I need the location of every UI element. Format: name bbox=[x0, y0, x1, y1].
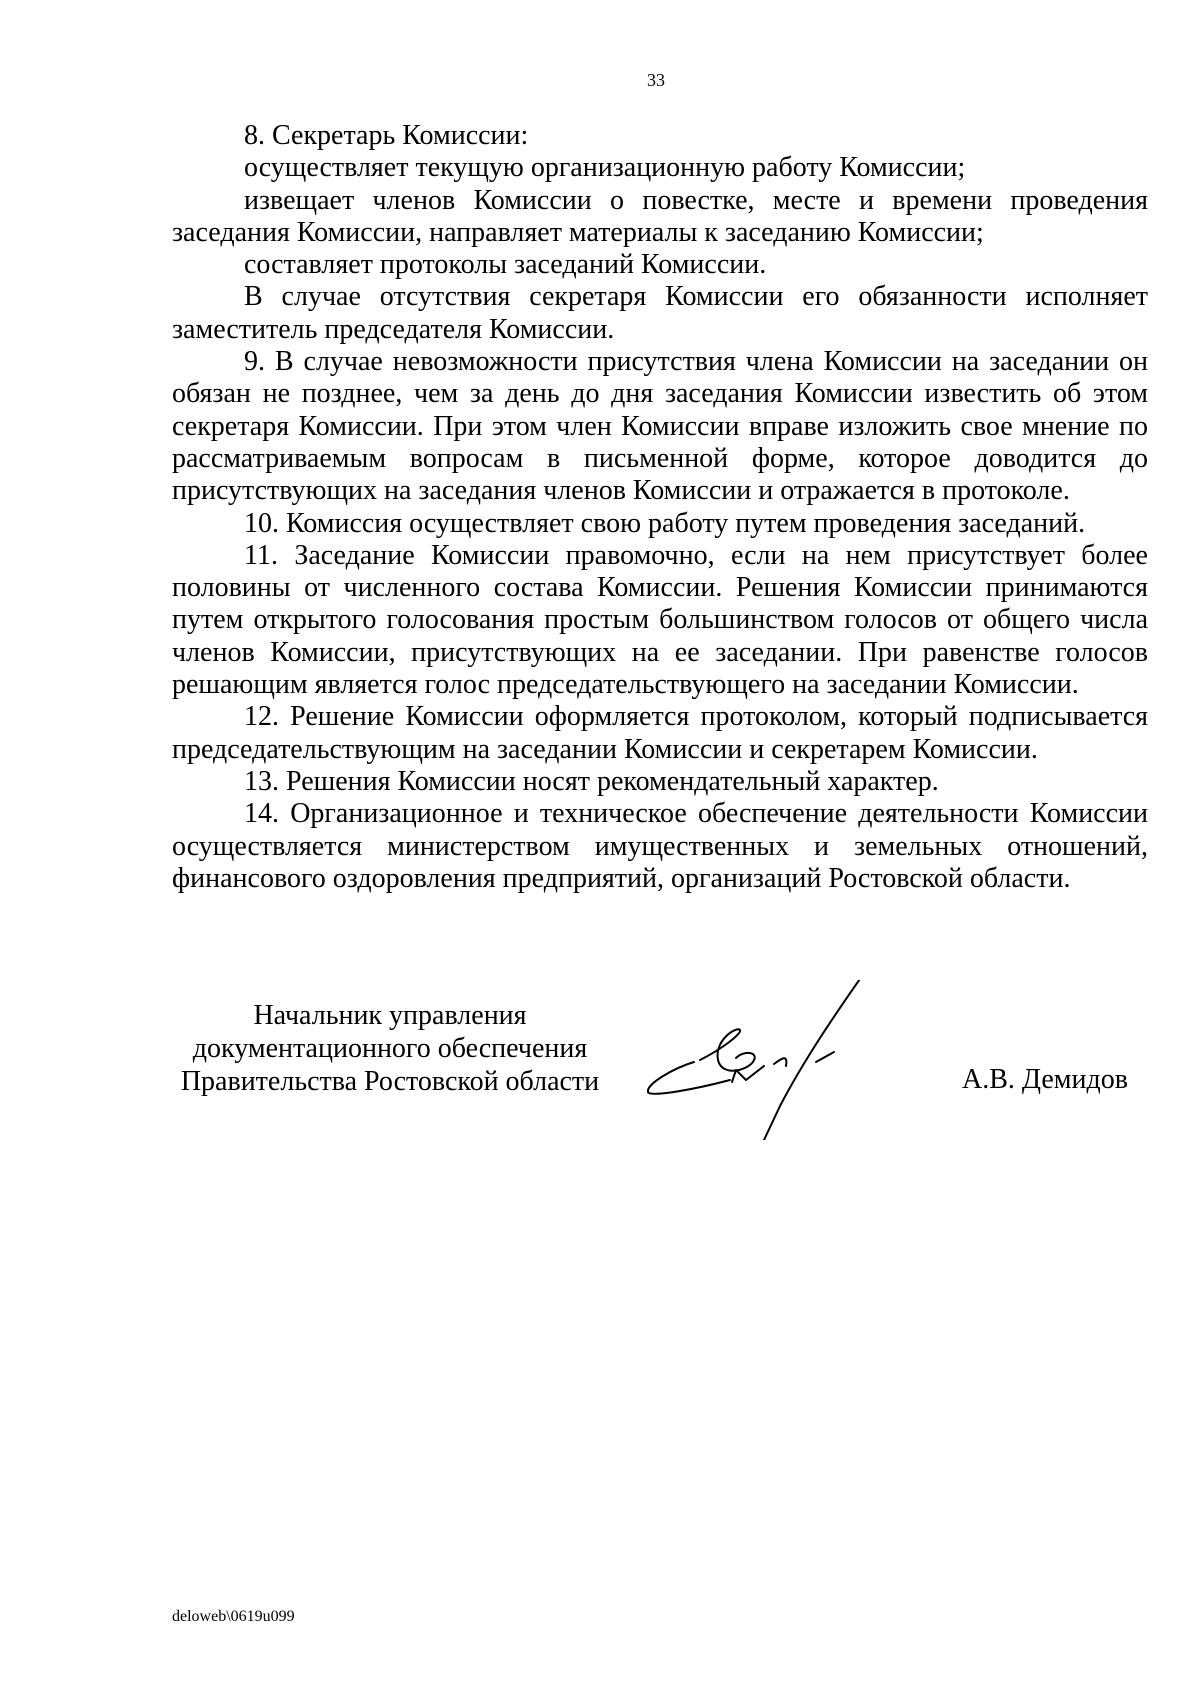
paragraph-secretary-duty-2: извещает членов Комиссии о повестке, месте и времени проведения заседания Комиссии, направляет материалы к заседанию Комиссии; bbox=[172, 184, 1148, 248]
paragraph-item-10: 10. Комиссия осуществляет свою работу путем проведения заседаний. bbox=[244, 507, 1086, 539]
page-number: 33 bbox=[647, 70, 665, 90]
signer-name: А.В. Демидов bbox=[962, 1064, 1128, 1095]
signatory-position-line: документационного обеспечения bbox=[192, 1033, 588, 1064]
handwritten-signature bbox=[640, 980, 930, 1140]
document-code: deloweb\0619u099 bbox=[172, 1608, 295, 1625]
paragraph-item-12: 12. Решение Комиссии оформляется протоколом, который подписывается председательствующим на заседании Комиссии и секретарем Комиссии. bbox=[172, 701, 1148, 765]
paragraph-secretary-duty-3: составляет протоколы заседаний Комиссии. bbox=[244, 249, 767, 281]
paragraph-secretary-duty-1: осуществляет текущую организационную работу Комиссии; bbox=[244, 152, 966, 184]
document-body bbox=[172, 120, 1148, 895]
paragraph-secretary-absence: В случае отсутствия секретаря Комиссии его обязанности исполняет заместитель председателя Комиссии. bbox=[172, 281, 1148, 345]
signatory-position-line: Правительства Ростовской области bbox=[180, 1066, 600, 1097]
paragraph-item-11: 11. Заседание Комиссии правомочно, если на нем присутствует более половины от численного состава Комиссии. Решения Комиссии принимаются путем открытого голосования простым большинством голосов от общего числа членов Комиссии, присутствующих на ее заседании. При равенстве голосов решающим является голос председательствующего на заседании Комиссии. bbox=[172, 539, 1148, 701]
paragraph-item-13: 13. Решения Комиссии носят рекомендательный характер. bbox=[244, 765, 939, 797]
signatory-position-line: Начальник управления bbox=[253, 1000, 527, 1031]
paragraph-item-14: 14. Организационное и техническое обеспечение деятельности Комиссии осуществляется министерством имущественных и земельных отношений, финансового оздоровления предприятий, организаций Ростовской области. bbox=[172, 798, 1148, 894]
paragraph-secretary-heading: 8. Секретарь Комиссии: bbox=[244, 120, 529, 151]
signatory-position bbox=[160, 999, 620, 1098]
paragraph-item-9: 9. В случае невозможности присутствия члена Комиссии на заседании он обязан не позднее, чем за день до дня заседания Комиссии известить об этом секретаря Комиссии. При этом член Комиссии вправе изложить свое мнение по рассматриваемым вопросам в письменной форме, которое доводится до присутствующих на заседания членов Комиссии и отражается в протоколе. bbox=[172, 346, 1148, 507]
